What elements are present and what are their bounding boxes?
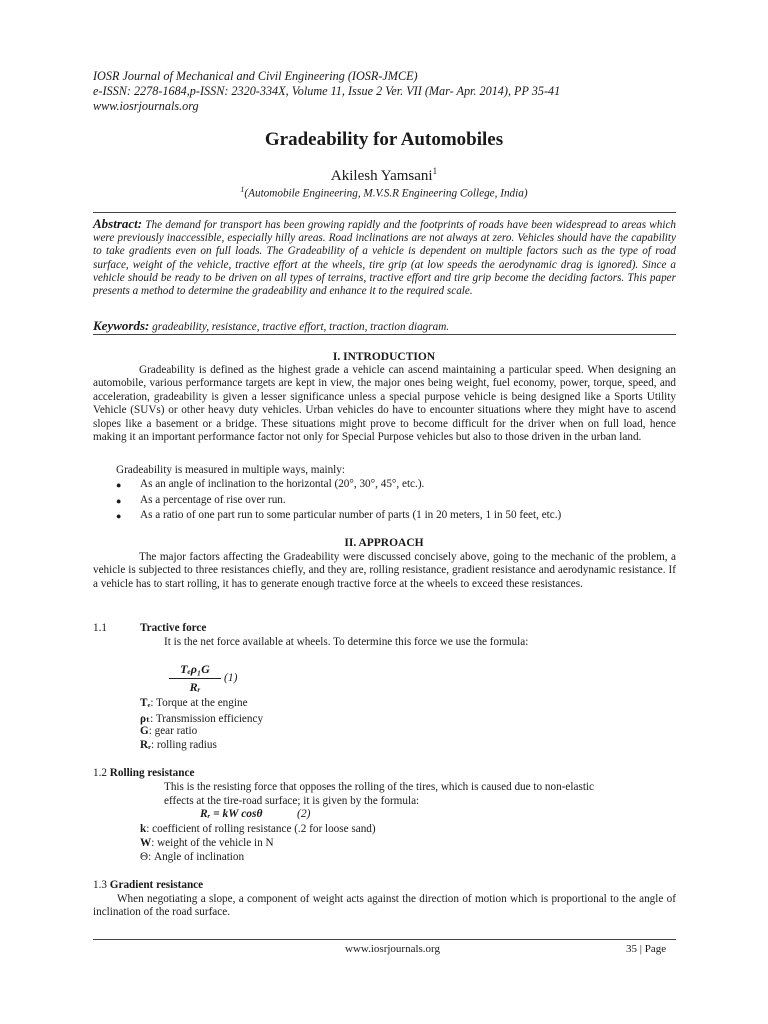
keywords-label: Keywords: xyxy=(93,318,150,333)
definition-symbol: ρₜ xyxy=(140,713,151,725)
abstract-text: The demand for transport has been growing rapidly and the footprints of roads have been widespread to areas which were previously inaccessible, especially hilly areas. Road inclinations are not always at zero. Vehicles should have the capability to take gradients even on full loads. The Gradeability of a vehicle is dependent on multiple factors such as the type of road surface, weight of the vehicle, tractive effort at the wheels, tire grip (at low speeds the aerodynamic drag is ignored). Since a vehicle should be ready to be driven on all types of terrains, tractive effort and tire grip become the deciding factors. This paper presents a method to determine the gradeability and enhance it to the required scale. xyxy=(93,219,676,298)
abstract-bottom-rule xyxy=(93,334,676,335)
approach-paragraph: The major factors affecting the Gradeability were discussed concisely above, going to the mechanic of the problem, a vehicle is subjected to three resistances chiefly, and they are, rolling resistance, gradient resistance and aerodynamic resistance. If a vehicle has to start rolling, it has to generate enough tractive force at the wheels to exceed these resistances. xyxy=(93,551,676,590)
definition-symbol: Θ xyxy=(140,851,149,863)
abstract xyxy=(93,217,676,298)
bullet-item: As a ratio of one part run to some particular number of parts (1 in 20 meters, 1 in 50 feet, etc.) xyxy=(140,509,562,521)
tractive-force-text: It is the net force available at wheels. To determine this force we use the formula: xyxy=(164,636,529,648)
definition-desc: : weight of the vehicle in N xyxy=(151,837,274,849)
subsection-heading-rolling-resistance xyxy=(93,767,194,779)
subsection-heading-gradient-resistance xyxy=(93,879,203,891)
keywords-text: gradeability, resistance, tractive effort, traction, traction diagram. xyxy=(152,321,450,333)
formula-1-numerator: Tₑρ₁G xyxy=(169,662,221,679)
measured-line: Gradeability is measured in multiple ways, mainly: xyxy=(116,464,345,476)
affiliation-line xyxy=(0,185,768,200)
journal-header xyxy=(93,69,693,114)
subsection-number: 1.1 xyxy=(93,622,107,634)
definition-desc: : coefficient of rolling resistance (.2 for loose sand) xyxy=(146,823,376,835)
definition-item xyxy=(140,837,274,849)
formula-2-tag: (2) xyxy=(297,808,311,820)
introduction-paragraph: Gradeability is defined as the highest grade a vehicle can ascend maintaining a particular speed. When designing an automobile, various performance targets are kept in view, the major ones being weight, fuel economy, power, torque, speed, and acceleration, gradeability is given a lesser significance unless a special purpose vehicle is being designed like a Sports Utility Vehicle (SUVs) or other heavy duty vehicles. Urban vehicles do have to encounter situations where they might have to ascend slopes like a basement or a bridge. These situations might prove to become difficult for the driver when on full load, hence making it an important performance factor not only for Special Purpose vehicles but also to those driven in the urban land. xyxy=(93,364,676,444)
bullet-icon: ● xyxy=(116,511,122,521)
definition-item xyxy=(140,711,263,725)
definition-symbol: G xyxy=(140,725,149,737)
definition-symbol: Rᵣ xyxy=(140,739,151,751)
definition-desc: : Transmission efficiency xyxy=(150,713,264,725)
affiliation-superscript: 1 xyxy=(240,185,245,194)
definition-item xyxy=(140,823,376,835)
bullet-item: As an angle of inclination to the horizontal (20°, 30°, 45°, etc.). xyxy=(140,478,425,490)
footer-page-number: 35 | Page xyxy=(626,943,667,955)
keywords xyxy=(93,318,676,334)
definition-symbol: W xyxy=(140,837,152,849)
bullet-item: As a percentage of rise over run. xyxy=(140,494,286,506)
paper-title: Gradeability for Automobiles xyxy=(264,129,504,150)
definition-desc: : Torque at the engine xyxy=(150,697,248,709)
affiliation: (Automobile Engineering, M.V.S.R Engineering College, India) xyxy=(244,187,528,200)
rolling-resistance-text-2: effects at the tire-road surface; it is given by the formula: xyxy=(164,795,420,807)
abstract-label: Abstract: xyxy=(93,216,143,231)
subsection-title: Gradient resistance xyxy=(109,879,204,891)
author-name: Akilesh Yamsani xyxy=(330,168,433,184)
footer-rule xyxy=(93,939,676,940)
journal-name: IOSR Journal of Mechanical and Civil Engineering (IOSR-JMCE) xyxy=(93,69,418,83)
bullet-icon: ● xyxy=(116,480,122,490)
definition-desc: : Angle of inclination xyxy=(148,851,245,863)
section-heading-approach: II. APPROACH xyxy=(344,537,424,549)
section-heading-introduction: I. INTRODUCTION xyxy=(332,351,436,363)
rolling-resistance-text-1: This is the resisting force that opposes the rolling of the tires, which is caused due to non-elastic xyxy=(164,781,594,793)
definition-item xyxy=(140,725,197,737)
definition-symbol: k xyxy=(140,823,147,835)
author-line xyxy=(0,166,768,185)
definition-item xyxy=(140,739,217,751)
journal-issn: e-ISSN: 2278-1684,p-ISSN: 2320-334X, Volume 11, Issue 2 Ver. VII (Mar- Apr. 2014), PP 35-41 xyxy=(93,84,561,98)
formula-2: Rᵣ = kW cosθ xyxy=(200,808,263,820)
bullet-icon: ● xyxy=(116,496,122,506)
subsection-title-tractive-force: Tractive force xyxy=(140,622,207,634)
journal-url[interactable]: www.iosrjournals.org xyxy=(93,99,199,113)
subsection-number: 1.3 xyxy=(93,879,107,891)
definition-symbol: Tₑ xyxy=(140,697,151,709)
formula-1-tag: (1) xyxy=(224,672,238,684)
footer-url[interactable]: www.iosrjournals.org xyxy=(345,943,441,955)
gradient-resistance-text: When negotiating a slope, a component of weight acts against the direction of motion which is proportional to the angle of inclination of the road surface. xyxy=(93,893,676,919)
definition-item xyxy=(140,851,244,863)
author-superscript: 1 xyxy=(432,166,438,176)
definition-desc: : rolling radius xyxy=(150,739,217,751)
abstract-top-rule xyxy=(93,212,676,213)
subsection-title: Rolling resistance xyxy=(109,767,195,779)
formula-1-denominator: Rᵣ xyxy=(189,680,201,694)
definition-desc: : gear ratio xyxy=(148,725,198,737)
subsection-number: 1.2 xyxy=(93,767,107,779)
definition-item xyxy=(140,697,248,709)
formula-1-fraction xyxy=(169,662,221,695)
